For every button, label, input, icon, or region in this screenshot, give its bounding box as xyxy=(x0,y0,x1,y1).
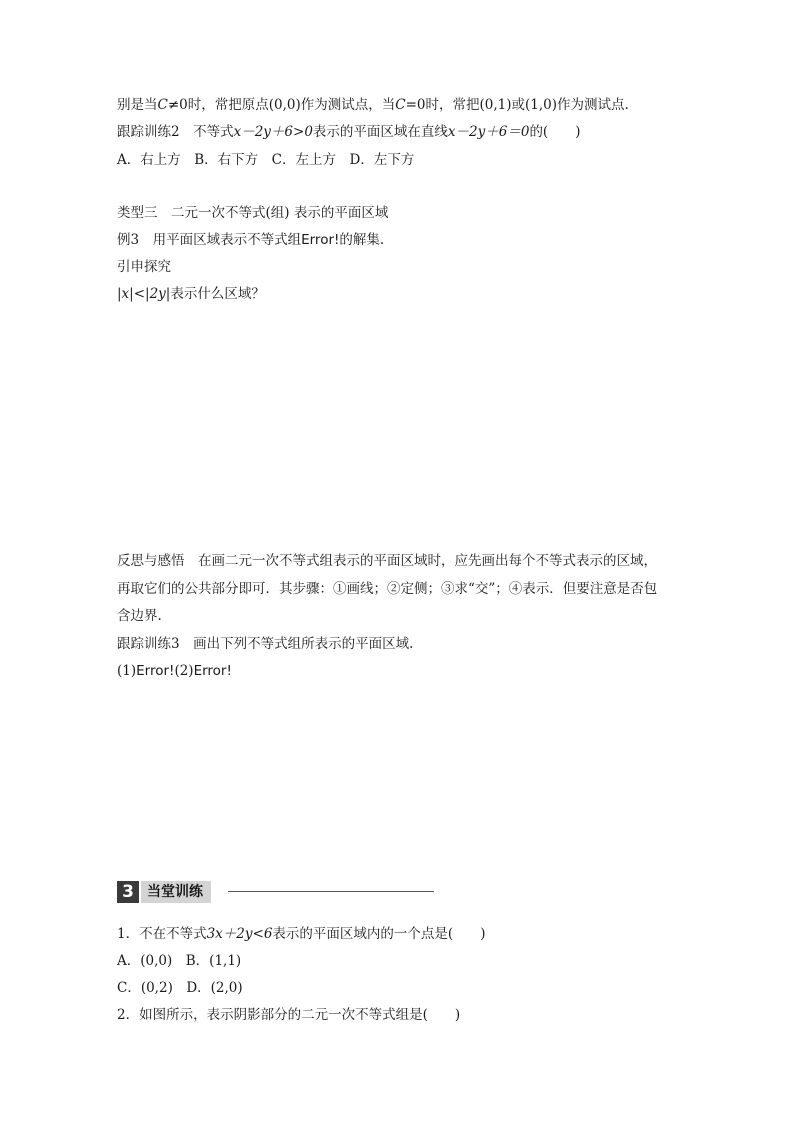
error-placeholder: Error! xyxy=(193,663,232,679)
extension-heading: 引申探究 xyxy=(117,259,171,275)
text-fragment: =0时，常把(0,1)或(1,0)作为测试点. xyxy=(405,97,629,113)
practice-3-question: 跟踪训练3 画出下列不等式组所表示的平面区域. xyxy=(117,636,414,652)
text-fragment: 表示什么区域？ xyxy=(170,286,265,302)
text-fragment: 表示的平面区域在直线 xyxy=(312,124,448,140)
text-fragment: (2) xyxy=(174,663,194,679)
text-fragment: 表示的平面区域内的一个点是( ) xyxy=(272,926,486,942)
text-fragment: ≠0时，常把原点(0,0)作为测试点，当 xyxy=(167,97,396,113)
math-expression: 3x＋2y<6 xyxy=(206,926,273,942)
exercise-1-question xyxy=(117,925,485,943)
section-title: 当堂训练 xyxy=(141,881,211,903)
text-fragment: 别是当 xyxy=(117,97,158,113)
reflection-line-1: 反思与感悟 在画二元一次不等式组表示的平面区域时，应先画出每个不等式表示的区域， xyxy=(117,553,657,569)
exercise-1-options-ab: A．(0,0) B．(1,1) xyxy=(117,953,242,969)
practice-3-parts xyxy=(117,662,232,680)
text-fragment: 例3 用平面区域表示不等式组 xyxy=(117,232,302,248)
text-line-1 xyxy=(117,96,629,114)
practice-2-question xyxy=(117,123,580,141)
example-3 xyxy=(117,231,384,249)
practice-2-options: A．右上方 B．右下方 C．左上方 D．左下方 xyxy=(117,152,415,168)
text-fragment: 跟踪训练2 不等式 xyxy=(117,124,234,140)
section-heading-type-3: 类型三 二元一次不等式(组) 表示的平面区域 xyxy=(117,205,389,221)
math-variable: C xyxy=(157,97,168,113)
math-variable: C xyxy=(395,97,406,113)
text-fragment: 的( ) xyxy=(529,124,581,140)
math-expression: |x|<|2y| xyxy=(117,286,171,302)
error-placeholder: Error! xyxy=(301,232,340,248)
extension-question xyxy=(117,285,265,303)
text-fragment: 1．不在不等式 xyxy=(117,926,207,942)
exercise-1-options-cd: C．(0,2) D．(2,0) xyxy=(117,980,243,996)
reflection-line-3: 含边界. xyxy=(117,608,162,624)
error-placeholder: Error! xyxy=(136,663,175,679)
math-expression: x－2y＋6>0 xyxy=(233,124,313,140)
text-fragment: 的解集. xyxy=(339,232,385,248)
section-divider xyxy=(228,891,434,892)
reflection-line-2: 再取它们的公共部分即可．其步骤：①画线；②定侧；③求“交”；④表示．但要注意是否包 xyxy=(117,581,658,597)
text-fragment: (1) xyxy=(117,663,137,679)
math-expression: x－2y＋6＝0 xyxy=(447,124,530,140)
exercise-2-question: 2．如图所示，表示阴影部分的二元一次不等式组是( ) xyxy=(117,1007,461,1023)
section-number-badge: 3 xyxy=(117,881,139,903)
